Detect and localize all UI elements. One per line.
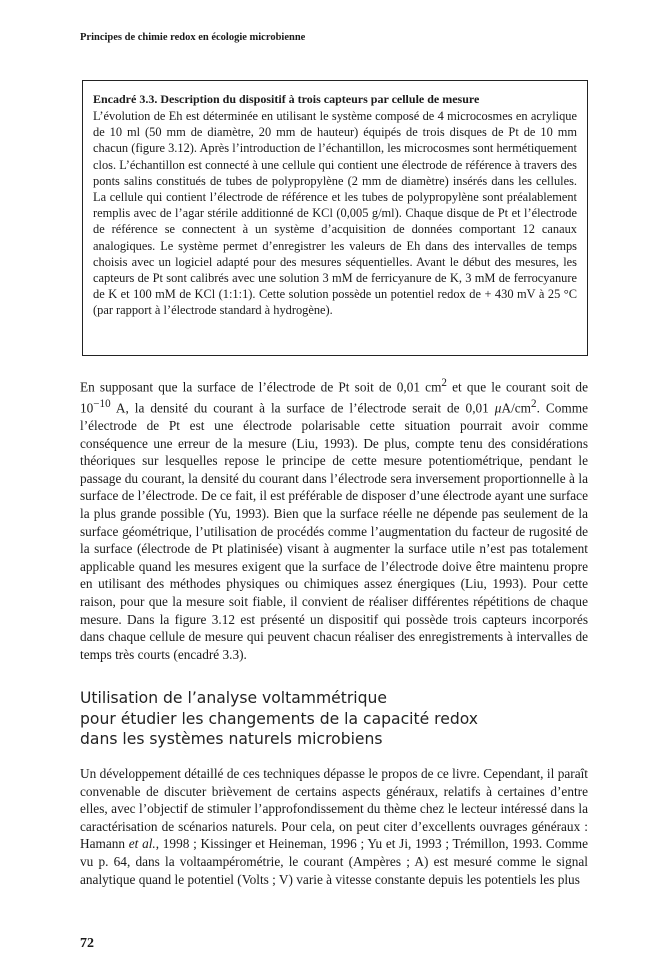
body-paragraph-1 [80, 375, 588, 663]
body-paragraph-2 [80, 765, 588, 888]
box-title: Encadré 3.3. Description du dispositif à trois capteurs par cellule de mesure [93, 92, 480, 106]
mu-symbol: μ [494, 400, 502, 416]
info-box [82, 80, 588, 356]
paragraph-text: Un développement détaillé de ces techniques dépasse le propos de ce livre. Cependant, il paraît convenable de discuter brièvement de certains aspects généraux, relatifs à certaines d’entre elles, avec l’objectif de stimuler l’approfondissement du thème chez le lecteur intéressé dans la caractérisation de scénarios naturels. Pour cela, on peut citer d’excellents ouvrages généraux : Hamann [80, 766, 588, 852]
paragraph-text: et que le courant soit de 10 [80, 379, 588, 416]
paragraph-text: . Comme l’électrode de Pt est une électrode polarisable cette situation pourrait avoir comme conséquence une erreur de la mesure (Liu, 1993). De plus, compte tenu des considérations théoriques sur lesquelles repose le principe de cette mesure potentiométrique, pendant le passage du courant, la densité du courant dans l’électrode sera inversement proportionnelle à la surface de l’électrode. De ce fait, il est préférable de disposer d’une électrode ayant une surface la plus grande possible (Yu, 1993). Bien que la surface réelle ne dépende pas seulement de la surface géométrique, l’utilisation de procédés comme l’augmentation du facteur de rugosité de la surface (électrode de Pt platinisée) visant à augmenter la surface utile n’est pas totalement applicable quand les mesures exigent que la surface de l’électrode doive être maintenu propre en utilisant des méthodes physiques ou chimiques assez énergiques (Liu, 1993). Pour cette raison, pour que la mesure soit fiable, il convient de réaliser différentes répétitions de chaque mesure. Dans la figure 3.12 est présenté un dispositif qui possède trois capteurs incorporés dans chaque cellule de mesure qui peuvent chacun réaliser des enregistrements à intervalles de temps très courts (encadré 3.3). [80, 400, 588, 662]
superscript: 2 [441, 377, 447, 389]
heading-line: pour étudier les changements de la capacité redox [80, 709, 479, 728]
paragraph-text: A/cm [501, 400, 532, 416]
box-text: L’évolution de Eh est déterminée en utilisant le système composé de 4 microcosmes en acrylique de 10 ml (50 mm de diamètre, 20 mm de hauteur) équipés de trois disques de Pt de 10 mm chacun (figure 3.12). Après l’introduction de l’échantillon, les microcosmes sont hermétiquement clos. L’échantillon est connecté à une cellule qui contient une électrode de référence à travers des ponts salins constitués de tubes de polypropylène (2 mm de diamètre) insérés dans les cellules. La cellule qui contient l’électrode de référence et les tubes de polypropylène sont préalablement remplis avec de l’agar stérile additionné de KCl (0,005 g/ml). Chaque disque de Pt et l’électrode de référence se connectent à un système d’acquisition de données comportant 12 canaux analogiques. Le système permet d’enregistrer les valeurs de Eh dans des intervalles de temps choisis avec un logiciel adapté pour des mesures séquentielles. Avant le début des mesures, les capteurs de Pt sont calibrés avec une solution 3 mM de ferricyanure de K, 3 mM de ferrocyanure de K et 100 mM de KCl (1:1:1). Cette solution possède un potentiel redox de + 430 mV à 25 °C (par rapport à l’électrode standard à hydrogène). [93, 109, 577, 318]
italic-citation: et al. [128, 836, 156, 852]
superscript: −10 [93, 398, 111, 411]
heading-line: dans les systèmes naturels microbiens [80, 730, 383, 748]
page-number: 72 [80, 936, 94, 951]
paragraph-text: , 1998 ; Kissinger et Heineman, 1996 ; Yu et Ji, 1993 ; Trémillon, 1993. Comme vu p. 64, dans la voltaampérométrie, le courant (Ampères ; A) est mesuré comme le signal analytique quand le potentiel (Volts ; V) varie à vitesse constante depuis les potentiels les plus [80, 836, 589, 887]
superscript: 2 [531, 398, 537, 411]
running-head: Principes de chimie redox en écologie microbienne [80, 32, 306, 43]
paragraph-text: En supposant que la surface de l’électrode de Pt soit de 0,01 cm [80, 379, 442, 395]
paragraph-text: A, la densité du courant à la surface de l’électrode serait de 0,01 [110, 400, 495, 416]
heading-line: Utilisation de l’analyse voltammétrique [80, 689, 387, 707]
section-heading [80, 688, 600, 750]
